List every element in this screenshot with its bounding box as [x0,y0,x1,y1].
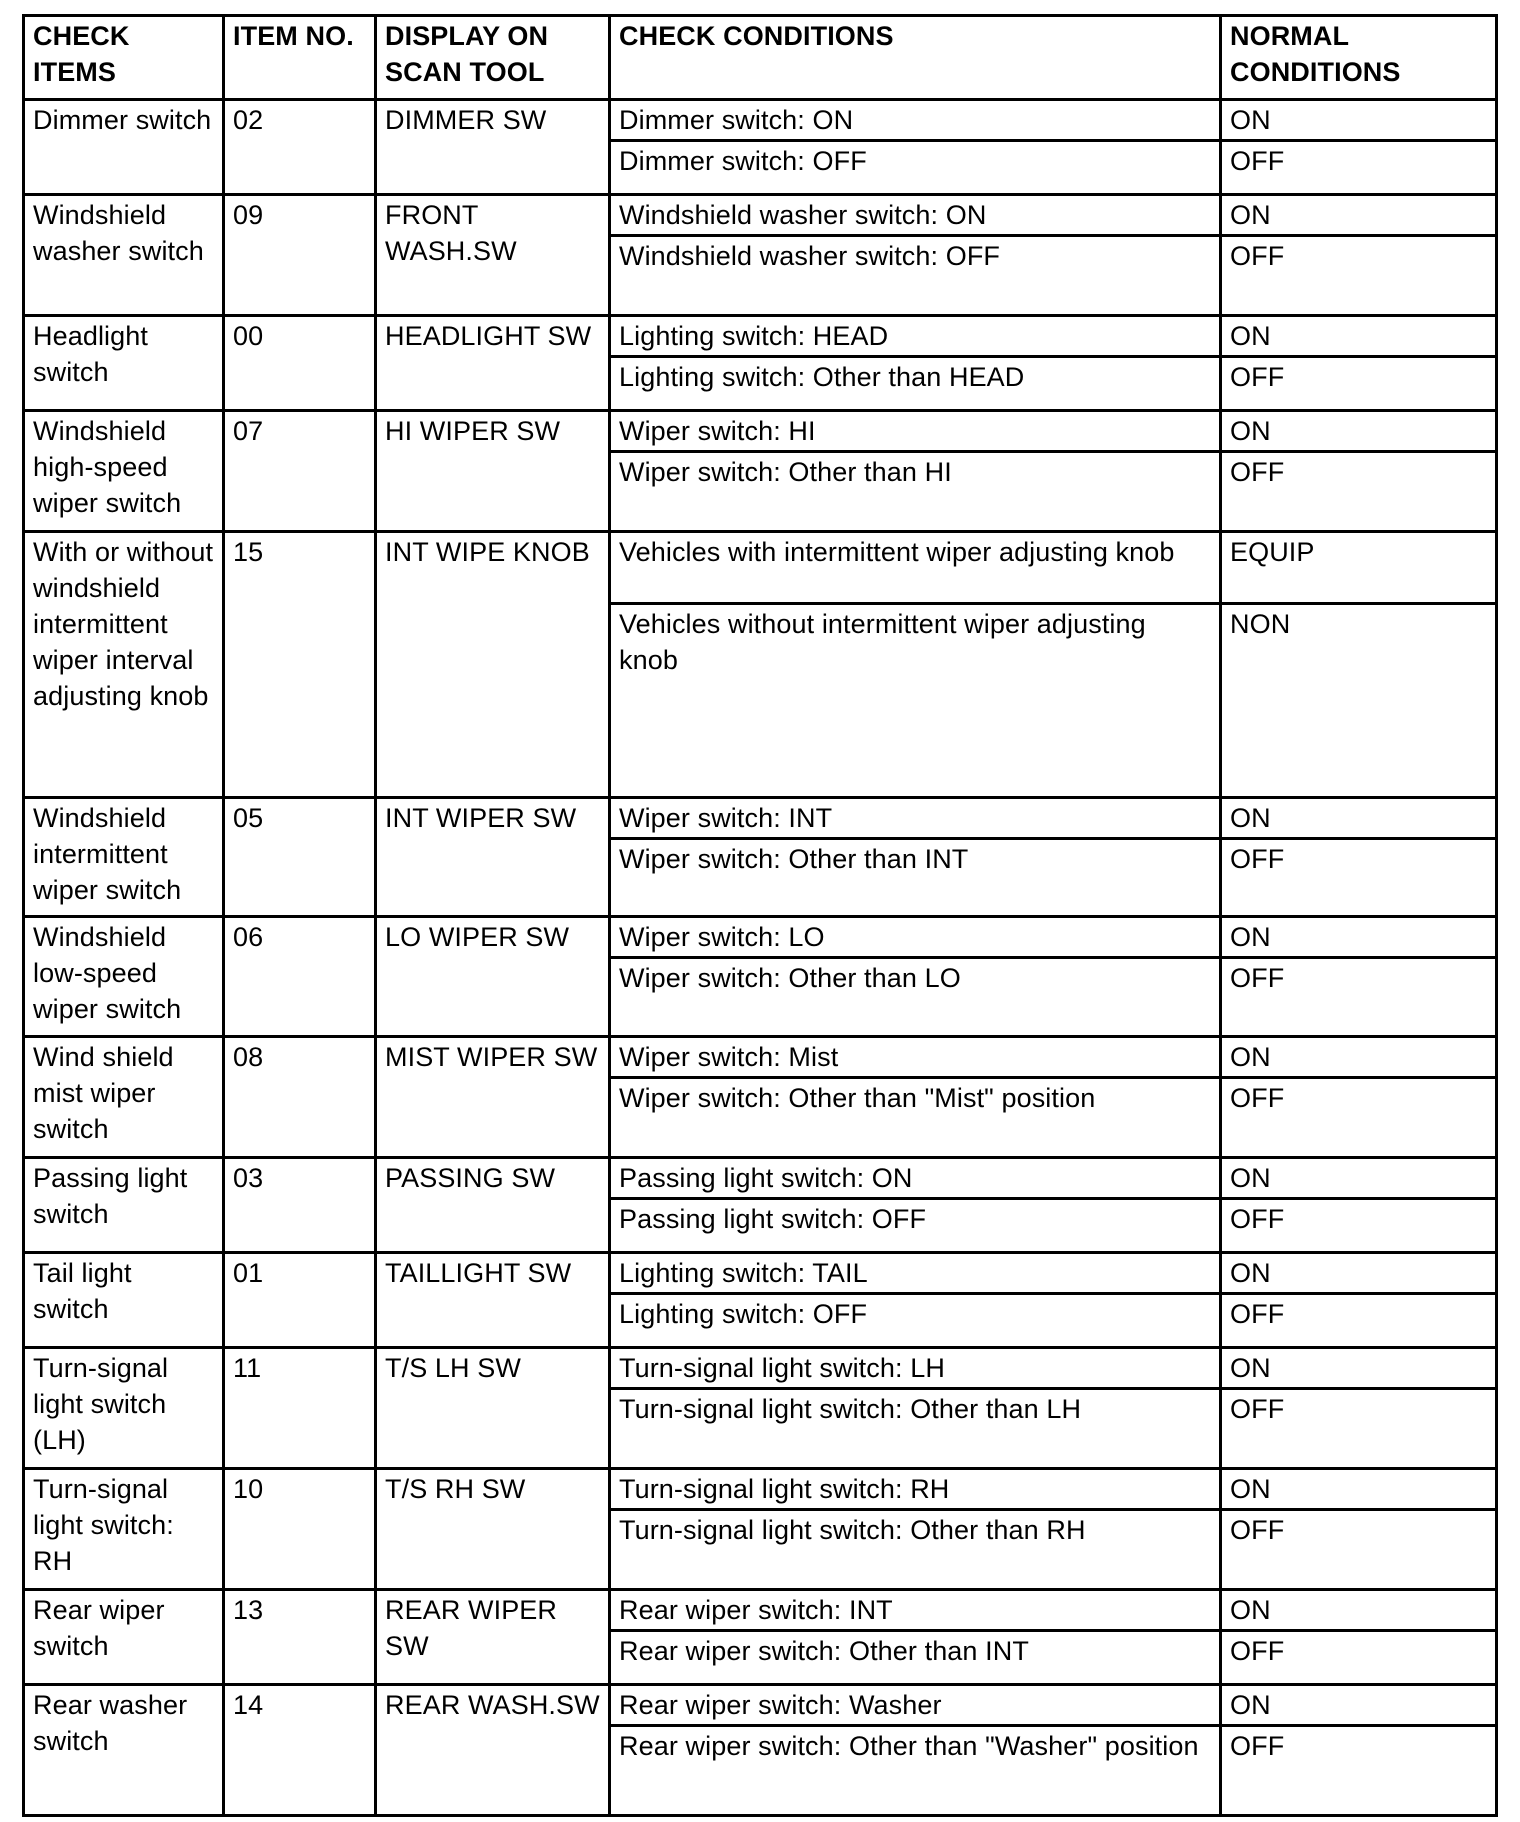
check-condition-cell: Vehicles without intermittent wiper adjusting knob [610,604,1221,798]
normal-condition-cell: OFF [1221,1294,1497,1348]
normal-condition-cell: OFF [1221,839,1497,917]
table-row [24,100,1497,141]
item-no-cell: 14 [224,1685,376,1816]
check-item-cell: Rear wiper switch [24,1590,224,1685]
table-row [24,1590,1497,1631]
check-item-cell: Headlight switch [24,316,224,411]
check-condition-cell: Turn-signal light switch: Other than RH [610,1510,1221,1590]
scan-tool-display-cell: REAR WIPER SW [376,1590,610,1685]
normal-condition-cell: OFF [1221,236,1497,316]
check-item-cell: Tail light switch [24,1253,224,1348]
check-condition-cell: Wiper switch: Other than "Mist" position [610,1078,1221,1158]
normal-condition-cell: ON [1221,1158,1497,1199]
scan-tool-display-cell: HEADLIGHT SW [376,316,610,411]
item-no-cell: 05 [224,798,376,917]
header-check-conditions: CHECK CONDITIONS [610,16,1221,100]
check-item-cell: Windshield high-speed wiper switch [24,411,224,532]
check-condition-cell: Rear wiper switch: INT [610,1590,1221,1631]
check-condition-cell: Dimmer switch: OFF [610,141,1221,195]
check-condition-cell: Rear wiper switch: Other than INT [610,1631,1221,1685]
scan-tool-display-cell: INT WIPER SW [376,798,610,917]
item-no-cell: 02 [224,100,376,195]
normal-condition-cell: OFF [1221,1199,1497,1253]
normal-condition-cell: OFF [1221,452,1497,532]
scan-tool-display-cell: INT WIPE KNOB [376,532,610,798]
check-condition-cell: Lighting switch: Other than HEAD [610,357,1221,411]
normal-condition-cell: OFF [1221,357,1497,411]
check-condition-cell: Turn-signal light switch: Other than LH [610,1389,1221,1469]
normal-condition-cell: ON [1221,316,1497,357]
normal-condition-cell: ON [1221,1348,1497,1389]
normal-condition-cell: ON [1221,195,1497,236]
normal-condition-cell: OFF [1221,1078,1497,1158]
table-row [24,411,1497,452]
item-no-cell: 15 [224,532,376,798]
check-items-table [22,14,1498,1817]
item-no-cell: 07 [224,411,376,532]
item-no-cell: 03 [224,1158,376,1253]
normal-condition-cell: OFF [1221,1389,1497,1469]
table-row [24,917,1497,958]
scan-tool-display-cell: LO WIPER SW [376,917,610,1037]
check-item-cell: Wind shield mist wiper switch [24,1037,224,1158]
check-condition-cell: Vehicles with intermittent wiper adjusting knob [610,532,1221,604]
scan-tool-display-cell: DIMMER SW [376,100,610,195]
scan-tool-display-cell: T/S LH SW [376,1348,610,1469]
scan-tool-display-cell: HI WIPER SW [376,411,610,532]
check-item-cell: Dimmer switch [24,100,224,195]
header-check-items: CHECK ITEMS [24,16,224,100]
item-no-cell: 11 [224,1348,376,1469]
check-item-cell: Turn-signal light switch (LH) [24,1348,224,1469]
normal-condition-cell: ON [1221,917,1497,958]
normal-condition-cell: ON [1221,1469,1497,1510]
check-condition-cell: Wiper switch: Other than LO [610,958,1221,1037]
item-no-cell: 06 [224,917,376,1037]
item-no-cell: 01 [224,1253,376,1348]
check-item-cell: Rear washer switch [24,1685,224,1816]
item-no-cell: 00 [224,316,376,411]
normal-condition-cell: OFF [1221,1510,1497,1590]
item-no-cell: 10 [224,1469,376,1590]
normal-condition-cell: EQUIP [1221,532,1497,604]
check-condition-cell: Dimmer switch: ON [610,100,1221,141]
normal-condition-cell: ON [1221,1037,1497,1078]
check-item-cell: Turn-signal light switch: RH [24,1469,224,1590]
normal-condition-cell: OFF [1221,958,1497,1037]
scan-tool-display-cell: REAR WASH.SW [376,1685,610,1816]
check-condition-cell: Lighting switch: HEAD [610,316,1221,357]
check-item-cell: Windshield intermittent wiper switch [24,798,224,917]
normal-condition-cell: ON [1221,1685,1497,1726]
check-condition-cell: Turn-signal light switch: LH [610,1348,1221,1389]
check-item-cell: Windshield washer switch [24,195,224,316]
header-display-on-scan-tool: DISPLAY ON SCAN TOOL [376,16,610,100]
check-condition-cell: Wiper switch: LO [610,917,1221,958]
check-condition-cell: Turn-signal light switch: RH [610,1469,1221,1510]
normal-condition-cell: ON [1221,100,1497,141]
normal-condition-cell: OFF [1221,1726,1497,1816]
check-condition-cell: Windshield washer switch: OFF [610,236,1221,316]
check-item-cell: Windshield low-speed wiper switch [24,917,224,1037]
scan-tool-display-cell: T/S RH SW [376,1469,610,1590]
table-row [24,1685,1497,1726]
table-row [24,532,1497,604]
table-row [24,195,1497,236]
table-row [24,1037,1497,1078]
item-no-cell: 09 [224,195,376,316]
check-condition-cell: Lighting switch: TAIL [610,1253,1221,1294]
scan-tool-display-cell: FRONT WASH.SW [376,195,610,316]
check-condition-cell: Rear wiper switch: Other than "Washer" position [610,1726,1221,1816]
check-item-cell: With or without windshield intermittent wiper interval adjusting knob [24,532,224,798]
table-row [24,1158,1497,1199]
table-row [24,316,1497,357]
check-item-cell: Passing light switch [24,1158,224,1253]
header-item-no: ITEM NO. [224,16,376,100]
scan-tool-display-cell: TAILLIGHT SW [376,1253,610,1348]
table-row [24,1253,1497,1294]
check-condition-cell: Lighting switch: OFF [610,1294,1221,1348]
scan-tool-display-cell: MIST WIPER SW [376,1037,610,1158]
check-condition-cell: Wiper switch: INT [610,798,1221,839]
table-row [24,1469,1497,1510]
header-normal-conditions: NORMAL CONDITIONS [1221,16,1497,100]
normal-condition-cell: ON [1221,1590,1497,1631]
normal-condition-cell: ON [1221,1253,1497,1294]
check-condition-cell: Wiper switch: Mist [610,1037,1221,1078]
normal-condition-cell: ON [1221,411,1497,452]
check-condition-cell: Windshield washer switch: ON [610,195,1221,236]
check-condition-cell: Passing light switch: OFF [610,1199,1221,1253]
normal-condition-cell: ON [1221,798,1497,839]
table-row [24,798,1497,839]
check-condition-cell: Passing light switch: ON [610,1158,1221,1199]
item-no-cell: 13 [224,1590,376,1685]
check-condition-cell: Wiper switch: Other than HI [610,452,1221,532]
item-no-cell: 08 [224,1037,376,1158]
scan-tool-display-cell: PASSING SW [376,1158,610,1253]
check-condition-cell: Wiper switch: HI [610,411,1221,452]
normal-condition-cell: OFF [1221,141,1497,195]
check-condition-cell: Rear wiper switch: Washer [610,1685,1221,1726]
normal-condition-cell: NON [1221,604,1497,798]
header-row [24,16,1497,100]
check-condition-cell: Wiper switch: Other than INT [610,839,1221,917]
normal-condition-cell: OFF [1221,1631,1497,1685]
table-row [24,1348,1497,1389]
